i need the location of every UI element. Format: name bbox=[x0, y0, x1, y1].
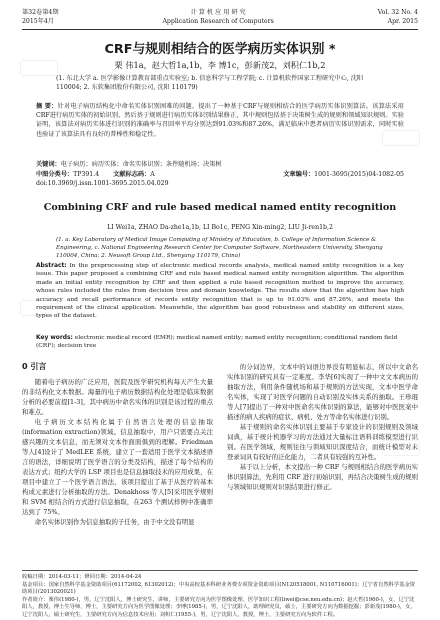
abstract-label-cn: 摘 要： bbox=[36, 103, 58, 110]
date-cn: 2015年4月 bbox=[22, 18, 55, 25]
keywords-label-cn: 关键词： bbox=[36, 161, 61, 168]
abstract-text-en: In the preprocessing step of electronic medical records analysis, medical named entity recognition is a key issue. This paper proposed a combining CRF and rule based medical named entity recognition algorithm. The algorithm made an initial entity recognition by CRF and then applied a rule based recognition method to improve the accuracy, whose rules included the rules from decision tree and domain knowledge. The results show that the algorithm has high accuracy and recall performance of records entity recognition that is up to 91.03% and 87.26%, and meets the requirement of the clinical application. Meanwhile, the algorithm has good robustness and stability on different sizes, types of the dataset. bbox=[36, 263, 405, 320]
volume-issue-cn: 第32卷第4期 bbox=[22, 9, 59, 16]
clc-value: TP391.4 bbox=[73, 171, 100, 178]
body-columns bbox=[22, 362, 418, 562]
paper-title-en: Combining CRF and rule based medical named entity recognition bbox=[43, 202, 397, 213]
clc-label: 中图分类号： bbox=[36, 171, 74, 178]
journal-name-cn: 计 算 机 应 用 研 究 bbox=[190, 9, 246, 16]
keywords-en bbox=[36, 334, 404, 351]
body-column-right bbox=[227, 362, 418, 562]
paper-title-cn: CRF与规则相结合的医学病历实体识别 * bbox=[104, 42, 336, 57]
authors-cn: 栗 伟1a，赵大哲1a,1b，李 博1c，彭新茂2，刘积仁1b,2 bbox=[114, 60, 326, 70]
body-column-left bbox=[22, 362, 213, 562]
body-paragraph: 基于规则的命名实体识别主要基于专家设计的识别规则及领域词典，基于统计机器学习的方法通过大量标注语料训练模型进行识别。在医学领域，规则往往与领域知识深度结合，而统计模型对未登录词具有较好的泛化能力，二者具有较强的互补性。 bbox=[227, 423, 418, 461]
watermark-stamp bbox=[20, 60, 58, 76]
body-paragraph: 命名实体识别作为信息抽取的子任务，由于中文没有明显 bbox=[34, 518, 195, 526]
body-paragraph: 电子病历文本结构化属于自然语言处理的信息抽取(information extraction)领域。信息抽取中，用户只需要点关注感兴趣的文本信息，而无须对文本作面面俱到的理解。Friedman 等人[4]设计了 MedLEE 系统，建立了一套适用于医学文本描述语言的语法，详细说明了医学语言的分类及结构，描述了每个结构的表达方式；纽约大学的 LSP 项目也是信息抽取技术的应用成果，在项目中建立了一个医学语言语法，该项目提出了基于从医疗的基本构成元素进行分析抽取的方法。Denakhoss 等人[5]采用医学规则和 SVM 相结合的方式进行信息抽取，在263 个测试样例中准确率达到了 75%。 bbox=[22, 418, 213, 516]
body-paragraph: 基于以上分析，本文提出一种 CRF 与规则相结合的医学病历实体识别算法，先利用 CRF 进行初始识别，再结合决策树生成的规则与领域知识规则对识别结果进行修正。 bbox=[227, 463, 418, 491]
keywords-text-en: electronic medical record (EMR); medical named entity; named entity recognition; conditional random field (CRF); decision tree bbox=[36, 335, 398, 350]
running-head bbox=[22, 8, 418, 38]
watermark-stamp bbox=[382, 440, 420, 456]
author-bio: 作者简介：栗伟(1980-)，男，辽宁沈阳人，博士研究生，讲师，主要研究方向为医学图像处理、医学知识工程(liwei@cse.neu.edu.cn)；赵大哲(1960-)，女，辽宁沈阳人，教授，博士生导师，博士，主要研究方向为医学图像处理；李博(1985-)，男，辽宁沈阳人，助理研究员，硕士，主要研究方向为数据挖掘；彭新茂(1980-)，女，辽宁沈阳人，硕士研究生，主要研究方向为信息技术应用；刘积仁(1955-)，男，辽宁沈阳人，教授，博士，主要研究方向为软件工程。 bbox=[22, 596, 416, 618]
doc-code-value: A bbox=[150, 171, 155, 178]
watermark-stamp bbox=[20, 300, 58, 316]
watermark-stamp bbox=[382, 130, 420, 146]
received-date: 收稿日期：2014-03-11；修回日期：2014-04-24 bbox=[22, 574, 142, 580]
running-head-right bbox=[378, 8, 418, 38]
abstract-cn bbox=[36, 102, 404, 139]
header-rule bbox=[22, 29, 418, 30]
authors-en: LI Wei1a, ZHAO Da-zhe1a,1b, LI Bo1c, PENG Xin-ming2, LIU Ji-ren1b,2 bbox=[107, 224, 333, 231]
body-paragraph: 随着电子病历的广泛应用，医院及医学研究机构每天产生大量的非结构化文本数据。海量的电子病历数据结构化处理是临床数据分析的必要前提[1-3]，其中病历中命名实体的识别是该过程的重点和难点。 bbox=[22, 378, 213, 416]
affiliations-en: (1. a. Key Laboratory of Medical Image Computing of Ministry of Education, b. College of Information Science & Engineering, c. National Engineering Research Center for Computer Software, Northeastern University, Shenyang 110004, China; 2. Neusoft Group Ltd., Shenyang 110179, China) bbox=[56, 237, 383, 259]
body-paragraph: 的分词边界，文本中的词语边界没有明显标志，所以中文命名实体识别的研究具有一定难度。李华[6]实现了一种中文文本病历的抽取方法，利用条件随机场和基于规则的方法实现，文本中医学命名实体，实现了对医学问题的自动识别及实体关系的抽取。王珍琨等人[7]提出了一种对中医命名实体识别的算法，能够对中医医案中描述的病人疾病的症状、病机、处方等命名实体进行识别。 bbox=[227, 363, 418, 421]
abstract-text-cn: 针对电子病历结构化中命名实体识别困难的问题，提出了一种基于CRF与规则相结合的医学病历实体识别算法。该算法采用CRF进行病历实体的初始识别，然后基于规则进行病历实体识别结果修正，其中规则包括基于决策树生成的规则和领域知识规则。实验证明，该算法对病历实体进行识别的准确率与召回率平均分别达到91.03%和87.26%，满足临床中患者病历实体识别需求，同时实验也验证了该算法具有良好的普棒性和稳定性。 bbox=[36, 103, 404, 138]
classification-info bbox=[36, 170, 404, 188]
doi: doi:10.3969/j.issn.1001-3695.2015.04.029 bbox=[36, 180, 169, 187]
abstract-label-en: Abstract: bbox=[36, 263, 67, 269]
footnote bbox=[22, 570, 418, 620]
keywords-cn bbox=[36, 160, 404, 169]
article-number-label: 文章编号： bbox=[283, 171, 315, 178]
journal-name-en: Application Research of Computers bbox=[162, 18, 274, 25]
abstract-en bbox=[36, 262, 404, 321]
fund-info: 基金项目：国家自然科学基金资助项目(61172002, 61302012)；中央高校基本科研业务费专项资金资助项目(N120518001, N110716001)；辽宁省自然科学基金资助项目(2013020021) bbox=[22, 581, 416, 596]
affiliations-cn: (1. 东北大学 a. 医学影像计算教育部重点实验室; b. 信息科学与工程学院; c. 计算机软件国家工程研究中心, 沈阳 110004; 2. 东软集团股份有限公司, 沈阳 110179) bbox=[56, 75, 364, 91]
doc-code-label: 文献标志码： bbox=[113, 171, 151, 178]
running-head-center bbox=[162, 8, 273, 38]
article-number-value: 1001-3695(2015)04-1082-05 bbox=[314, 171, 404, 178]
volume-issue-en: Vol. 32 No. 4 bbox=[377, 9, 418, 16]
running-head-left bbox=[22, 8, 59, 38]
section-heading: 0 引言 bbox=[22, 362, 47, 371]
date-en: Apr. 2015 bbox=[387, 18, 418, 25]
keywords-label-en: Key words: bbox=[36, 335, 73, 341]
keywords-text-cn: 电子病历；病历实体；命名实体识别；条件随机场；决策树 bbox=[60, 161, 222, 168]
